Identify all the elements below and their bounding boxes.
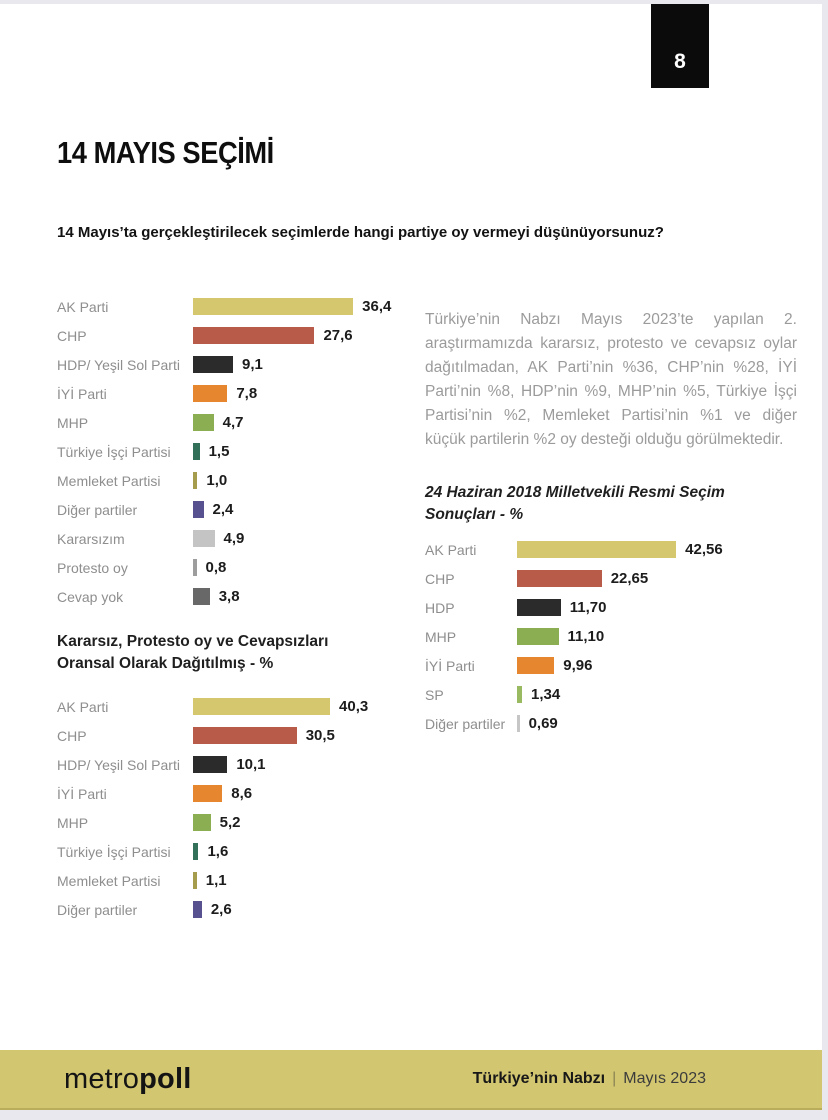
bar — [193, 298, 353, 315]
bar-label: CHP — [425, 570, 455, 587]
bar — [517, 570, 602, 587]
bar — [517, 715, 520, 732]
bar-label: AK Parti — [57, 298, 109, 315]
bar — [193, 727, 297, 744]
bar-value: 0,8 — [205, 559, 227, 576]
bar-label: CHP — [57, 327, 87, 344]
bar-label: HDP/ Yeşil Sol Parti — [57, 356, 180, 373]
chart-row — [425, 535, 820, 564]
bar-value: 2,6 — [210, 901, 232, 918]
bar — [193, 785, 222, 802]
bar-value: 42,56 — [685, 541, 723, 558]
bar-value: 22,65 — [610, 570, 649, 587]
bar-value: 1,6 — [207, 843, 229, 860]
bar-value: 0,69 — [528, 715, 558, 732]
bar-label: CHP — [57, 727, 87, 744]
bar-value: 1,5 — [208, 443, 230, 460]
bar-label: HDP — [425, 599, 455, 616]
official-2018-chart — [425, 535, 820, 738]
bar-value: 27,6 — [323, 327, 353, 344]
chart-row — [57, 692, 447, 721]
bar-value: 9,96 — [563, 657, 593, 674]
chart-row — [425, 651, 820, 680]
bar-label: Memleket Partisi — [57, 872, 161, 889]
bar — [193, 756, 227, 773]
publication-date: Mayıs 2023 — [623, 1070, 706, 1087]
survey-question: 14 Mayıs’ta gerçekleştirilecek seçimlerde hangi partiye oy vermeyi düşünüyorsunuz? — [57, 224, 664, 241]
bar — [193, 327, 314, 344]
chart-row — [425, 622, 820, 651]
bar-value: 40,3 — [339, 698, 369, 715]
bar-value: 36,4 — [362, 298, 392, 315]
metropoll-logo — [64, 1063, 191, 1096]
bar-label: Kararsızım — [57, 530, 125, 547]
bar — [193, 472, 197, 489]
bar-label: Diğer partiler — [57, 501, 138, 518]
bar — [193, 901, 202, 918]
publication-name: Türkiye’nin Nabzı — [472, 1070, 606, 1087]
bar-value: 1,34 — [531, 686, 561, 703]
chart-row — [57, 808, 447, 837]
bar-label: İYİ Parti — [425, 657, 475, 674]
bar — [517, 657, 554, 674]
bar-label: İYİ Parti — [57, 785, 107, 802]
bar-value: 11,70 — [569, 599, 607, 616]
chart-row — [57, 292, 447, 321]
bar-label: Protesto oy — [57, 559, 128, 576]
bar — [193, 843, 198, 860]
chart-row — [57, 350, 447, 379]
bar — [517, 628, 559, 645]
chart-row — [57, 866, 447, 895]
chart-row — [57, 721, 447, 750]
bar-value: 4,9 — [223, 530, 245, 547]
bar-value: 5,2 — [219, 814, 241, 831]
bar-label: MHP — [425, 628, 457, 645]
chart-row — [57, 437, 447, 466]
bar-label: Diğer partiler — [57, 901, 138, 918]
bar-value: 30,5 — [305, 727, 335, 744]
logo-text-bold: poll — [139, 1062, 192, 1095]
page-number: 8 — [674, 50, 686, 73]
bar — [193, 443, 200, 460]
chart-row — [425, 709, 820, 738]
chart-row — [57, 750, 447, 779]
official-2018-chart-title: 24 Haziran 2018 Milletvekili Resmi Seçim Sonuçları - % — [425, 484, 725, 523]
bar-value: 7,8 — [236, 385, 258, 402]
chart-row — [57, 408, 447, 437]
chart-row — [57, 466, 447, 495]
bar-value: 2,4 — [212, 501, 234, 518]
chart-row — [57, 837, 447, 866]
bar — [193, 872, 197, 889]
bar-label: Türkiye İşçi Partisi — [57, 443, 171, 460]
bar-label: AK Parti — [57, 698, 109, 715]
chart-row — [57, 495, 447, 524]
report-title: 14 MAYIS SEÇİMİ — [57, 134, 274, 170]
logo-text-regular: metro — [64, 1062, 140, 1095]
bar — [193, 414, 214, 431]
chart-row — [57, 321, 447, 350]
chart-row — [425, 564, 820, 593]
bar-value: 9,1 — [242, 356, 263, 373]
bar-label: Memleket Partisi — [57, 472, 161, 489]
chart-row — [57, 524, 447, 553]
bar-label: AK Parti — [425, 541, 477, 558]
bar — [193, 530, 215, 547]
bar-label: SP — [425, 686, 444, 703]
chart-row — [57, 779, 447, 808]
footer-separator: | — [612, 1070, 617, 1087]
bar — [193, 588, 210, 605]
bar-value: 11,10 — [567, 628, 605, 645]
distributed-chart-title: Kararsız, Protesto oy ve Cevapsızları Oransal Olarak Dağıtılmış - % — [57, 633, 329, 672]
chart-row — [57, 895, 447, 924]
analysis-text: Türkiye’nin Nabzı Mayıs 2023’te yapılan 2. araştırmamızda kararsız, protesto ve cevapsız oylar dağıtılmadan, AK Parti’nin %36, CHP’nin %28, İYİ Parti’nin %8, HDP’nin %9, MHP’nin %5, Türkiye İşçi Partisi’nin %2, Memleket Partisi’nin %1 ve diğer küçük partilerin %2 oy desteği olduğu görülmektedir. — [425, 310, 797, 448]
bar — [193, 814, 211, 831]
bar — [193, 501, 204, 518]
page-number-badge — [651, 4, 709, 88]
bar — [193, 385, 227, 402]
bar-label: HDP/ Yeşil Sol Parti — [57, 756, 180, 773]
vote-intent-chart — [57, 292, 447, 611]
bar-label: MHP — [57, 414, 89, 431]
bar — [193, 559, 197, 576]
bar-label: Türkiye İşçi Partisi — [57, 843, 171, 860]
chart-row — [57, 553, 447, 582]
report-page — [0, 4, 822, 1110]
bar-label: İYİ Parti — [57, 385, 107, 402]
bar — [193, 356, 233, 373]
bar-label: Cevap yok — [57, 588, 124, 605]
bar — [517, 686, 522, 703]
bar-label: MHP — [57, 814, 89, 831]
chart-row — [57, 379, 447, 408]
bar-label: Diğer partiler — [425, 715, 506, 732]
chart-row — [57, 582, 447, 611]
footer-publication — [473, 1070, 706, 1088]
bar-value: 3,8 — [218, 588, 240, 605]
bar-value: 8,6 — [231, 785, 253, 802]
bar — [517, 599, 561, 616]
distributed-chart — [57, 692, 447, 924]
bar-value: 10,1 — [236, 756, 266, 773]
footer-band — [0, 1050, 822, 1110]
chart-row — [425, 593, 820, 622]
bar — [517, 541, 676, 558]
bar-value: 1,1 — [205, 872, 227, 889]
chart-row — [425, 680, 820, 709]
bar-value: 4,7 — [222, 414, 244, 431]
bar-value: 1,0 — [206, 472, 228, 489]
bar — [193, 698, 330, 715]
